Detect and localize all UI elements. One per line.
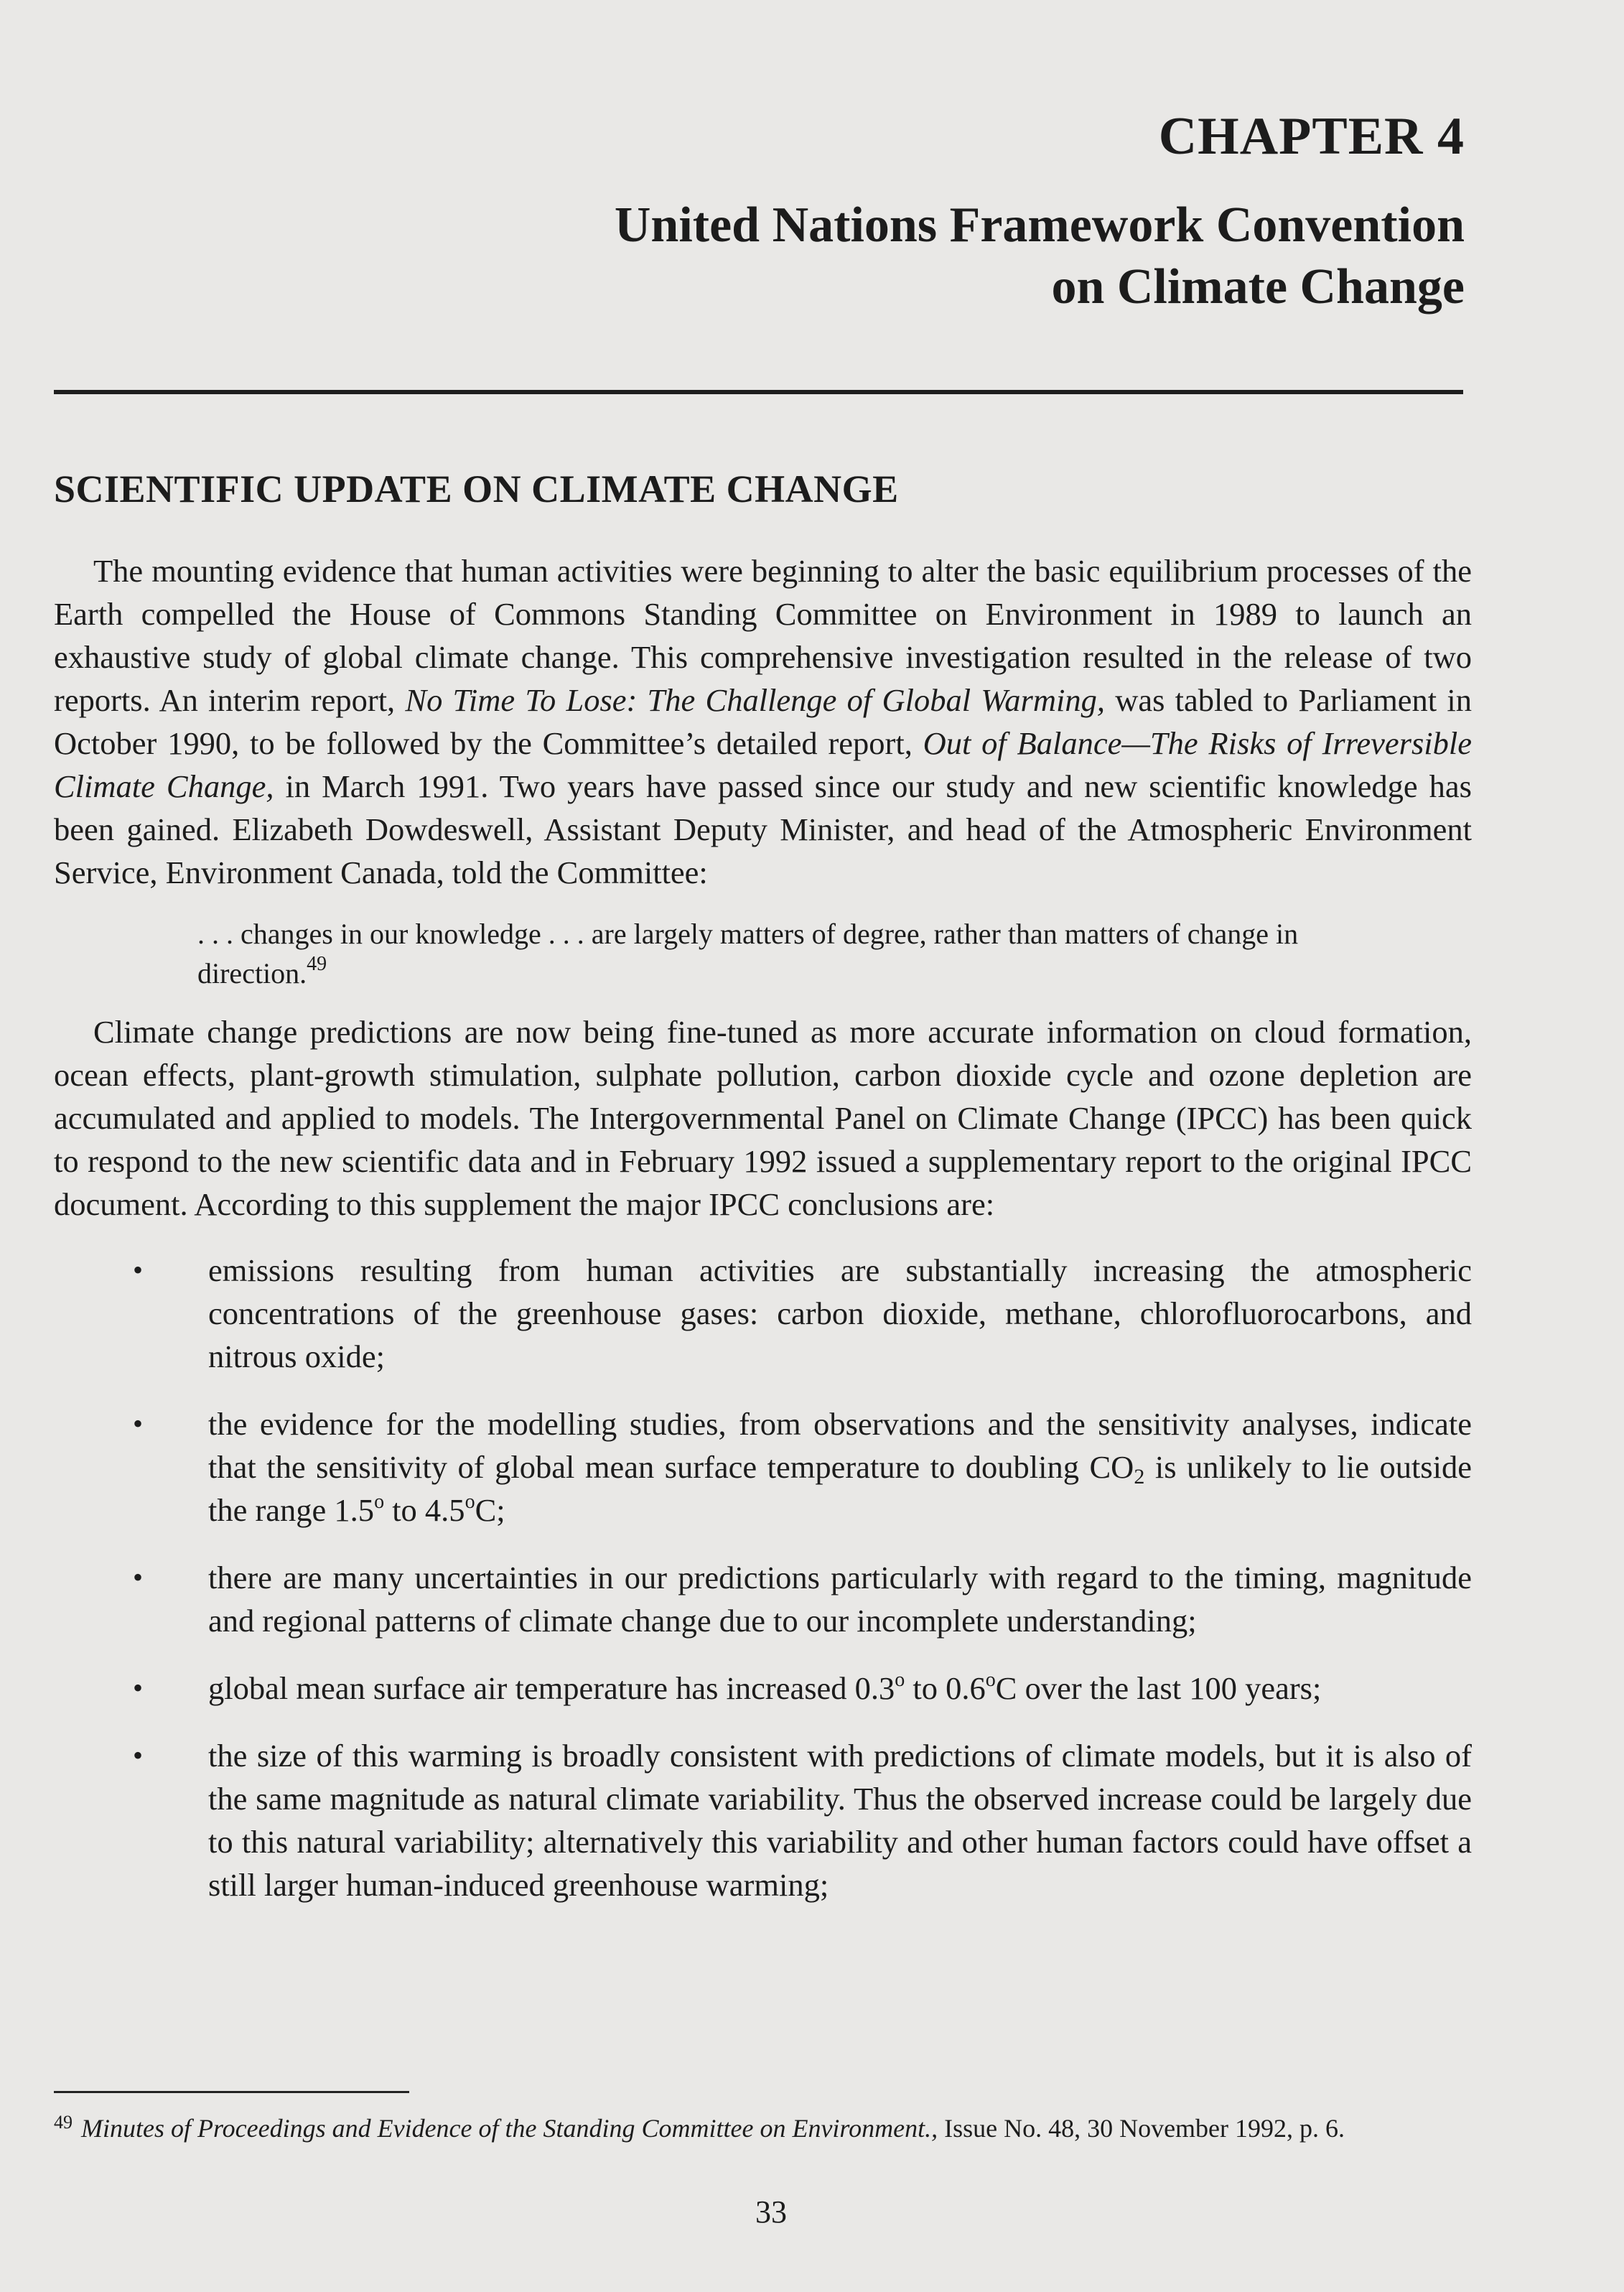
paragraph-1: [54, 549, 1472, 894]
bullet-icon: •: [133, 1407, 144, 1440]
list-item-text: the size of this warming is broadly consistent with predictions of climate models, but it is also of the same magnitude as natural climate variability. Thus the observed increase could be largely due to this natural variability; alternatively this variability and other human factors could have offset a still larger human-induced greenhouse warming;: [208, 1738, 1472, 1903]
list-item-text: emissions resulting from human activities are substantially increasing the atmospheric concentrations of the greenhouse gases: carbon dioxide, methane, chlorofluorocarbons, and nitrous oxide;: [208, 1252, 1472, 1374]
list-item-text-part: is unlikely to lie outside the range 1.5: [208, 1449, 1472, 1528]
section-heading: SCIENTIFIC UPDATE ON CLIMATE CHANGE: [54, 467, 899, 511]
list-item-text-part: C;: [475, 1492, 505, 1528]
footnote-source: Minutes of Proceedings and Evidence of the Standing Committee on Environment.,: [81, 2114, 938, 2143]
chapter-title: [615, 195, 1465, 318]
paragraph-1-text-c: in March 1991. Two years have passed since our study and new scientific knowledge has been gained. Elizabeth Dowdeswell, Assistant Deputy Minister, and head of the Atmospheric Environment Service, Environment Canada, told the Committee:: [54, 768, 1472, 890]
list-item-text-part: global mean surface air temperature has increased 0.3: [208, 1670, 895, 1706]
list-item: [54, 1556, 1472, 1642]
list-item-text-part: to 0.6: [905, 1670, 986, 1706]
footnote-number: 49: [54, 2112, 73, 2133]
header-rule: [54, 390, 1463, 394]
chapter-title-line-1: United Nations Framework Convention: [614, 197, 1465, 253]
paragraph-1-text-b: was tabled to Parliament in October 1990, to be followed by the Committee’s detailed report,: [54, 682, 1473, 761]
paragraph-1-text-a: The mounting evidence that human activities were beginning to alter the basic equilibrium processes of the Earth compelled the House of Commons Standing Committee on Environment in 1989 to launch an exhaustive study of global climate change. This comprehensive investigation resulted in the release of two reports. An interim report,: [54, 553, 1472, 718]
chapter-title-line-2: on Climate Change: [1051, 259, 1465, 315]
list-item-text: [208, 1670, 1321, 1706]
bullet-icon: •: [133, 1561, 144, 1593]
list-item-text: there are many uncertainties in our predictions particularly with regard to the timing, magnitude and regional patterns of climate change due to our incomplete understanding;: [208, 1560, 1472, 1639]
bullet-icon: •: [133, 1672, 144, 1704]
bullet-icon: •: [133, 1739, 144, 1771]
degree-superscript: o: [465, 1491, 475, 1513]
block-quote: [197, 914, 1335, 993]
list-item-text-part: the evidence for the modelling studies, from observations and the sensitivity analyses, indicate that the sensitivity of global mean surface temperature to doubling CO: [208, 1406, 1472, 1485]
list-item: [54, 1734, 1472, 1906]
degree-superscript: o: [374, 1491, 385, 1513]
list-item-text: [208, 1406, 1472, 1528]
degree-superscript: o: [895, 1669, 905, 1691]
report-title-detailed: Out of Balance—The Risks of Irreversible Climate Change,: [54, 725, 1472, 804]
footnote-reference: 49: [307, 953, 327, 975]
body-text: [54, 549, 1472, 1931]
list-item: [54, 1667, 1472, 1710]
chapter-header: [615, 108, 1465, 319]
quote-text: . . . changes in our knowledge . . . are largely matters of degree, rather than matters of change in direction.: [197, 918, 1299, 989]
paragraph-2: Climate change predictions are now being fine-tuned as more accurate information on cloud formation, ocean effects, plant-growth stimulation, sulphate pollution, carbon dioxide cycle and ozone depletion are accumulated and applied to models. The Intergovernmental Panel on Climate Change (IPCC) has been quick to respond to the new scientific data and in February 1992 issued a supplementary report to the original IPCC document. According to this supplement the major IPCC conclusions are:: [54, 1014, 1472, 1222]
subscript: 2: [1134, 1465, 1145, 1489]
list-item-text-part: C over the last 100 years;: [995, 1670, 1322, 1706]
footnote-details: Issue No. 48, 30 November 1992, p. 6.: [938, 2114, 1345, 2143]
footnote-rule: [54, 2091, 409, 2093]
page-number: 33: [755, 2194, 787, 2230]
report-title-interim: No Time To Lose: The Challenge of Global Warming,: [405, 682, 1105, 718]
bullet-icon: •: [133, 1254, 144, 1286]
chapter-label: CHAPTER 4: [1158, 107, 1465, 166]
list-item: [54, 1249, 1472, 1378]
conclusions-list: [54, 1249, 1472, 1906]
list-item: [54, 1402, 1472, 1532]
degree-superscript: o: [985, 1669, 996, 1691]
footnote: [54, 2112, 1345, 2144]
list-item-text-part: to 4.5: [384, 1492, 465, 1528]
